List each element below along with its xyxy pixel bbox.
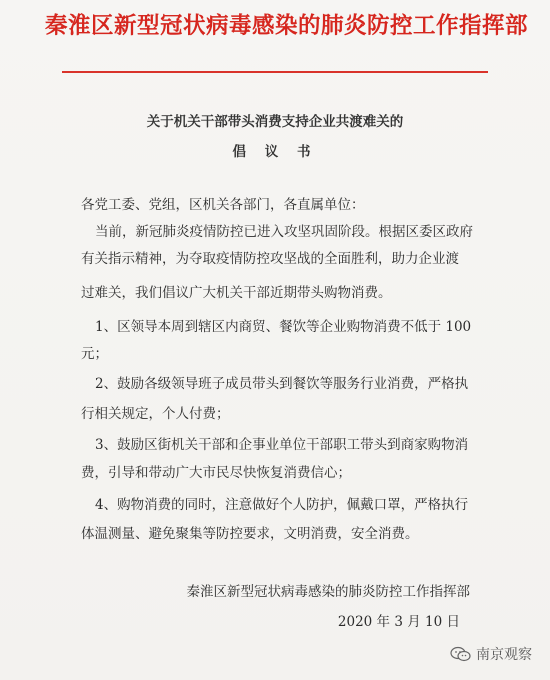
paragraph-line: 4、购物消费的同时，注意做好个人防护，佩戴口罩，严格执行 (95, 497, 469, 513)
paragraph-line: 体温测量、避免聚集等防控要求，文明消费，安全消费。 (81, 526, 419, 542)
paragraph-line: 当前，新冠肺炎疫情防控已进入攻坚巩固阶段。根据区委区政府 (95, 224, 473, 240)
paragraph-line: 2、鼓励各级领导班子成员带头到餐饮等服务行业消费，严格执 (95, 376, 469, 392)
wechat-icon (450, 646, 472, 662)
salutation: 各党工委、党组，区机关各部门，各直属单位： (81, 197, 365, 213)
signature-issuer: 秦淮区新型冠状病毒感染的肺炎防控工作指挥部 (186, 584, 470, 600)
red-divider (62, 71, 488, 73)
paragraph-line: 过难关，我们倡议广大机关干部近期带头购物消费。 (81, 285, 392, 301)
paragraph-line: 1、区领导本周到辖区内商贸、餐饮等企业购物消费不低于 100 (95, 319, 472, 335)
watermark-text: 南京观察 (476, 647, 532, 663)
watermark (450, 644, 532, 664)
paragraph-line: 行相关规定，个人付费； (81, 406, 230, 422)
signature-date: 2020 年 3 月 10 日 (337, 614, 460, 630)
paragraph-line: 有关指示精神，为夺取疫情防控攻坚战的全面胜利，助力企业渡 (81, 251, 459, 267)
paragraph-line: 费，引导和带动广大市民尽快恢复消费信心； (81, 465, 351, 481)
paragraph-line: 元； (81, 346, 108, 362)
paragraph-line: 3、鼓励区街机关干部和企事业单位干部职工带头到商家购物消 (95, 437, 469, 453)
issuer-header-title: 秦淮区新型冠状病毒感染的肺炎防控工作指挥部 (45, 13, 529, 39)
document-subtitle: 倡 议 书 (232, 144, 318, 160)
document-title: 关于机关干部带头消费支持企业共渡难关的 (146, 114, 404, 130)
